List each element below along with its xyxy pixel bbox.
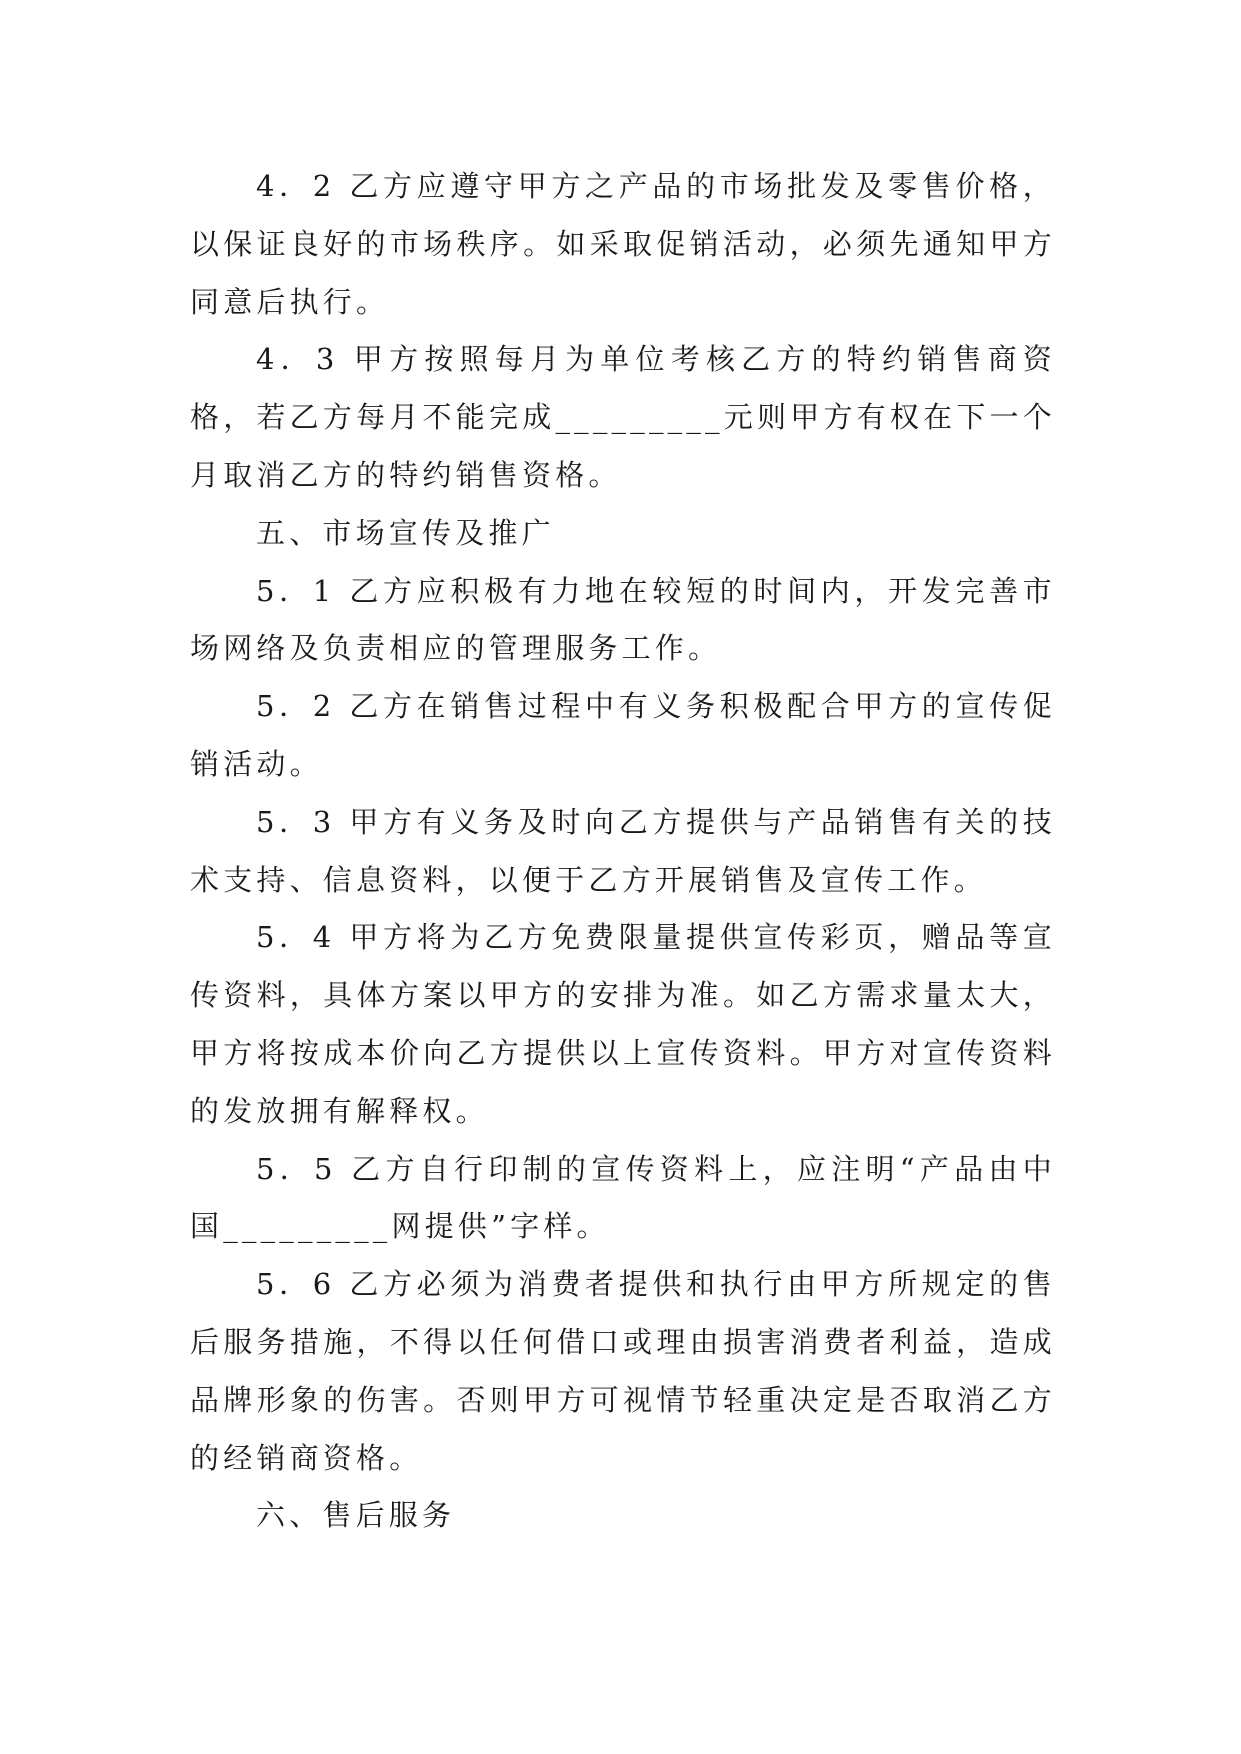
section-heading-6: 六、售后服务 — [256, 1498, 456, 1533]
section-heading-5: 五、市场宣传及推广 — [256, 515, 555, 550]
clause-5-1: 5．1 乙方应积极有力地在较短的时间内，开发完善市场网络及负责相应的管理服务工作。 — [190, 573, 1056, 666]
clause-5-3: 5．3 甲方有义务及时向乙方提供与产品销售有关的技术支持、信息资料，以便于乙方开展销售及宣传工作。 — [190, 804, 1056, 897]
clause-5-6: 5．6 乙方必须为消费者提供和执行由甲方所规定的售后服务措施，不得以任何借口或理由损害消费者利益，造成品牌形象的伤害。否则甲方可视情节轻重决定是否取消乙方的经销商资格。 — [190, 1267, 1056, 1475]
clause-4-3: 4．3 甲方按照每月为单位考核乙方的特约销售商资格，若乙方每月不能完成_________元则甲方有权在下一个月取消乙方的特约销售资格。 — [190, 342, 1056, 492]
clause-5-4: 5．4 甲方将为乙方免费限量提供宣传彩页，赠品等宣传资料，具体方案以甲方的安排为准。如乙方需求量太大，甲方将按成本价向乙方提供以上宣传资料。甲方对宣传资料的发放拥有解释权。 — [190, 920, 1056, 1128]
clause-5-2: 5．2 乙方在销售过程中有义务积极配合甲方的宣传促销活动。 — [190, 689, 1056, 781]
clause-5-5: 5．5 乙方自行印制的宣传资料上，应注明“产品由中国_________网提供”字样。 — [190, 1151, 1056, 1244]
document-body — [190, 158, 1056, 1545]
clause-4-2: 4．2 乙方应遵守甲方之产品的市场批发及零售价格，以保证良好的市场秩序。如采取促销活动，必须先通知甲方同意后执行。 — [190, 169, 1056, 319]
